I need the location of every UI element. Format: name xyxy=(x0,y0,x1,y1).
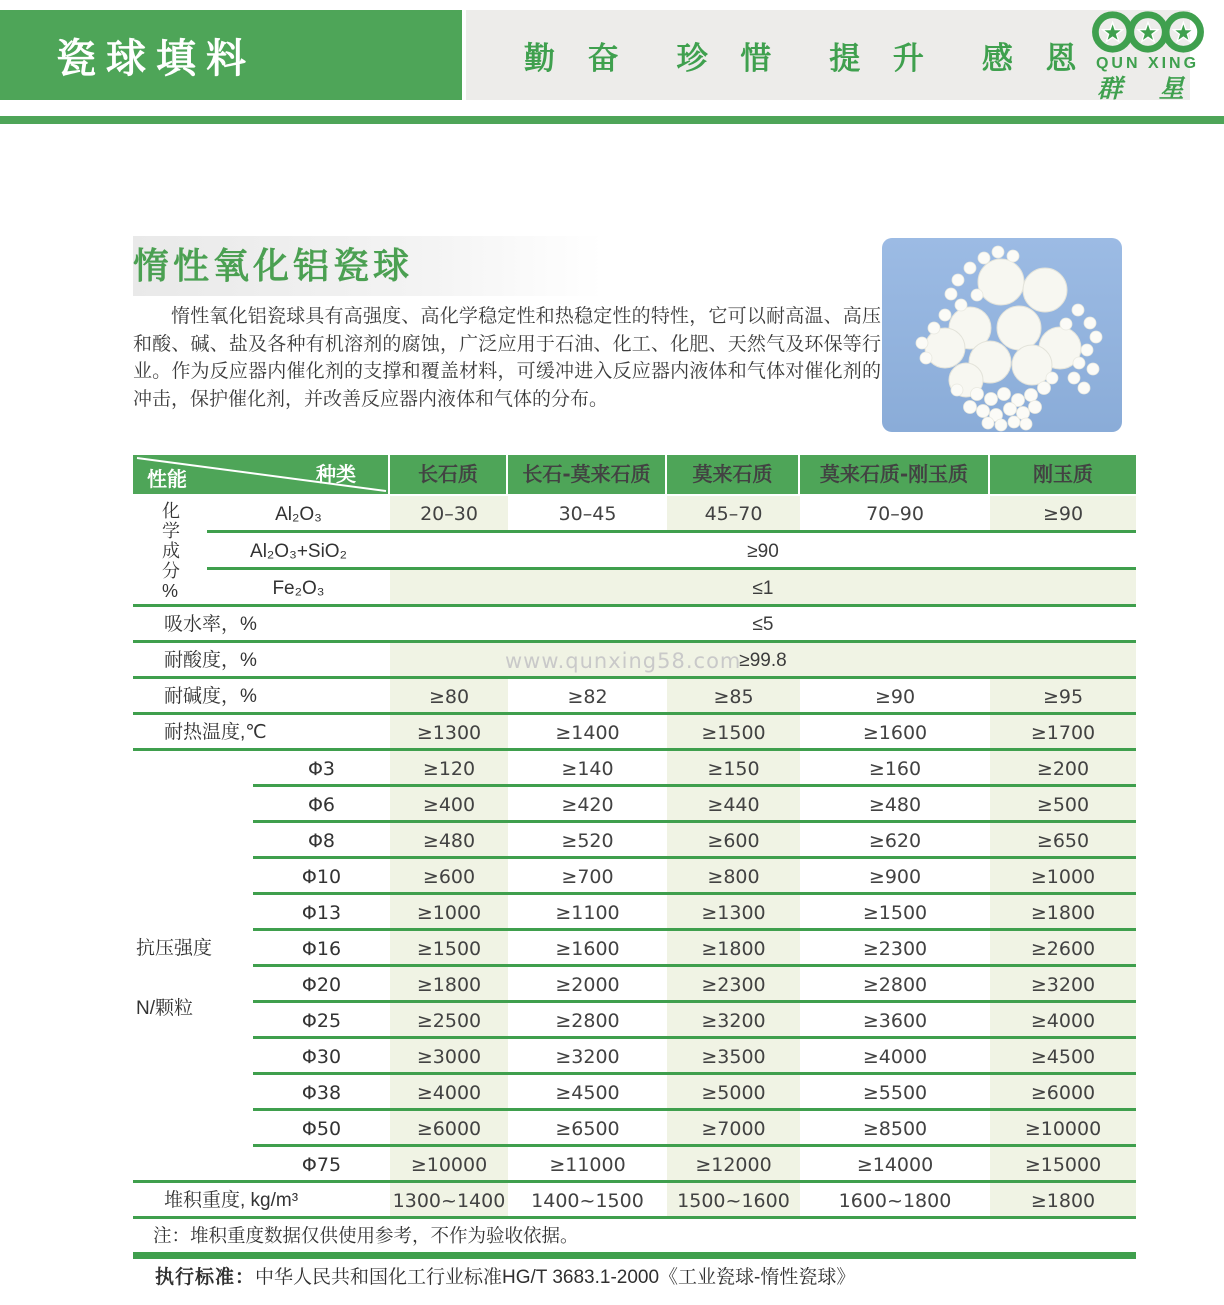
cell-value: ≥10000 xyxy=(390,1147,508,1183)
cell-value: 1300~1400 xyxy=(390,1183,508,1219)
cell-value: ≥600 xyxy=(390,859,508,895)
cell-value: ≥1600 xyxy=(862,722,928,744)
diameter-label: Φ50 xyxy=(301,1118,342,1140)
row-label: 耐热温度,℃ xyxy=(164,722,267,743)
cell-value: ≥80 xyxy=(390,679,508,715)
cell-value: ≥4500 xyxy=(990,1039,1136,1075)
strength-group-label: 抗压强度 xyxy=(136,938,213,959)
cell-value: 45–70 xyxy=(667,496,800,533)
cell-value: ≥200 xyxy=(990,751,1136,787)
row-label: Fe₂O₃ xyxy=(272,578,325,599)
cell-value: ≥1800 xyxy=(667,931,800,967)
cell-value: 1500~1600 xyxy=(667,1183,800,1219)
cell-value: ≥1300 xyxy=(390,715,508,751)
cell-value: ≥2800 xyxy=(862,974,928,996)
diameter-label: Φ75 xyxy=(301,1154,342,1176)
cell-value: ≥3200 xyxy=(990,967,1136,1003)
cell-value: ≥150 xyxy=(667,751,800,787)
table-row-strength xyxy=(133,751,1136,787)
cell-value: 70–90 xyxy=(866,503,924,525)
executive-standard xyxy=(155,1262,855,1289)
header-green-band xyxy=(0,10,462,100)
cell-value: ≥1400 xyxy=(555,722,620,744)
cell-value: ≥6000 xyxy=(390,1111,508,1147)
cell-value: ≥2300 xyxy=(862,938,928,960)
cell-value: ≥90 xyxy=(990,496,1136,533)
diameter-label: Φ10 xyxy=(301,866,342,888)
ceramic-balls-image xyxy=(882,238,1122,432)
logo-text-en: QUN XING xyxy=(1095,54,1200,72)
cell-value: ≥4500 xyxy=(555,1082,620,1104)
cell-value: ≥900 xyxy=(868,866,922,888)
cell-value: ≥120 xyxy=(390,751,508,787)
cell-value: ≥1800 xyxy=(390,967,508,1003)
diameter-label: Φ25 xyxy=(301,1010,342,1032)
chemical-group-label: 化学成分% xyxy=(160,500,180,603)
table-note-row xyxy=(133,1219,1136,1252)
cell-value: ≥2000 xyxy=(555,974,620,996)
table-row-water-absorption xyxy=(133,607,1136,643)
row-label: 耐酸度，% xyxy=(164,650,257,671)
table-row-strength xyxy=(133,1075,1136,1111)
diameter-label: Φ20 xyxy=(301,974,342,996)
row-label: 吸水率，% xyxy=(164,614,257,635)
row-label: 堆积重度, kg/m³ xyxy=(164,1190,299,1211)
company-slogan xyxy=(466,33,1089,78)
cell-value: ≥14000 xyxy=(856,1154,934,1176)
slogan-word-1: 勤 奋 xyxy=(524,40,631,76)
table-corner-cell xyxy=(133,455,390,494)
diameter-label: Φ30 xyxy=(301,1046,342,1068)
cell-value: ≥1500 xyxy=(390,931,508,967)
header-divider-rule xyxy=(0,116,1224,124)
cell-value: 1600~1800 xyxy=(838,1190,952,1212)
cell-value: ≥2500 xyxy=(390,1003,508,1039)
header-gray-band xyxy=(466,10,1200,103)
table-row-al2o3 xyxy=(133,496,1136,533)
cell-value: ≥480 xyxy=(868,794,922,816)
cell-value: ≥3200 xyxy=(555,1046,620,1068)
cell-value: ≥2800 xyxy=(555,1010,620,1032)
cell-value: ≥5500 xyxy=(862,1082,928,1104)
cell-value: ≥1600 xyxy=(555,938,620,960)
cell-value: ≥95 xyxy=(990,679,1136,715)
table-row-strength xyxy=(133,1111,1136,1147)
cell-value: ≥90 xyxy=(874,686,916,708)
corner-label-property: 性能 xyxy=(147,469,187,491)
cell-value: ≥500 xyxy=(990,787,1136,823)
corner-label-type: 种类 xyxy=(316,464,356,486)
diameter-label: Φ8 xyxy=(307,830,336,852)
cell-value: ≥6000 xyxy=(990,1075,1136,1111)
table-row-al2o3-sio2 xyxy=(133,533,1136,570)
slogan-word-4: 感 恩 xyxy=(981,40,1089,76)
product-photo xyxy=(882,238,1122,432)
standard-label: 执行标准： xyxy=(155,1267,256,1288)
cell-value: ≥400 xyxy=(390,787,508,823)
table-row-fe2o3 xyxy=(133,570,1136,607)
cell-value: ≥2300 xyxy=(667,967,800,1003)
table-row-acid-resistance xyxy=(133,643,1136,679)
cell-merged-value: ≥99.8 xyxy=(390,643,1136,679)
cell-value: ≥2600 xyxy=(990,931,1136,967)
page-title: 瓷球填料 xyxy=(56,36,256,81)
table-row-heat-resistance xyxy=(133,715,1136,751)
table-row-strength xyxy=(133,967,1136,1003)
table-row-strength xyxy=(133,859,1136,895)
company-logo xyxy=(1089,10,1207,101)
cell-value: ≥3200 xyxy=(667,1003,800,1039)
cell-value: ≥1100 xyxy=(555,902,620,924)
row-label: 耐碱度，% xyxy=(164,686,257,707)
table-row-strength xyxy=(133,787,1136,823)
cell-merged-value: ≤1 xyxy=(390,570,1136,607)
cell-value: ≥1800 xyxy=(990,895,1136,931)
cell-value: ≥82 xyxy=(567,686,608,708)
table-row-strength xyxy=(133,1003,1136,1039)
table-row-strength xyxy=(133,823,1136,859)
cell-value: 30–45 xyxy=(558,503,617,525)
cell-value: ≥650 xyxy=(990,823,1136,859)
strength-rows xyxy=(133,751,1136,1183)
cell-value: 20–30 xyxy=(390,496,508,533)
cell-value: ≥3600 xyxy=(862,1010,928,1032)
three-rings-stars-icon xyxy=(1089,10,1207,54)
column-header-feldspar: 长石质 xyxy=(390,455,508,494)
cell-merged-value: ≤5 xyxy=(752,614,774,635)
cell-value: ≥15000 xyxy=(990,1147,1136,1183)
table-row-strength xyxy=(133,931,1136,967)
slogan-word-3: 提 升 xyxy=(829,40,936,76)
cell-value: ≥3500 xyxy=(667,1039,800,1075)
cell-value: ≥1700 xyxy=(990,715,1136,751)
cell-value: ≥480 xyxy=(390,823,508,859)
row-label: Al₂O₃+SiO₂ xyxy=(250,541,347,562)
section-title: 惰性氧化铝瓷球 xyxy=(133,236,603,296)
site-watermark: www.qunxing58.com xyxy=(505,649,742,673)
cell-value: ≥1000 xyxy=(990,859,1136,895)
cell-value: ≥520 xyxy=(561,830,614,852)
column-header-mullite-corundum: 莫来石质-刚玉质 xyxy=(800,455,990,494)
cell-value: ≥160 xyxy=(868,758,922,780)
note-text: 注：堆积重度数据仅供使用参考，不作为验收依据。 xyxy=(153,1225,579,1246)
column-header-corundum: 刚玉质 xyxy=(1033,462,1093,486)
cell-value: ≥4000 xyxy=(390,1075,508,1111)
cell-value: ≥11000 xyxy=(549,1154,626,1176)
compressive-strength-group xyxy=(133,751,1136,1183)
cell-value: ≥1000 xyxy=(390,895,508,931)
diameter-label: Φ6 xyxy=(307,794,336,816)
slogan-word-2: 珍 惜 xyxy=(676,40,784,76)
diameter-label: Φ13 xyxy=(301,902,342,924)
cell-value: ≥620 xyxy=(868,830,922,852)
cell-value: ≥600 xyxy=(667,823,800,859)
cell-merged-value: ≥90 xyxy=(747,541,779,562)
cell-value: ≥4000 xyxy=(862,1046,928,1068)
table-row-strength xyxy=(133,895,1136,931)
cell-value: ≥140 xyxy=(561,758,614,780)
cell-value: ≥1500 xyxy=(862,902,928,924)
cell-value: ≥7000 xyxy=(667,1111,800,1147)
cell-value: ≥3000 xyxy=(390,1039,508,1075)
table-row-alkali-resistance xyxy=(133,679,1136,715)
column-header-mullite: 莫来石质 xyxy=(667,455,800,494)
diameter-label: Φ16 xyxy=(301,938,342,960)
cell-value: ≥1500 xyxy=(667,715,800,751)
diameter-label: Φ38 xyxy=(301,1082,342,1104)
cell-value: ≥700 xyxy=(561,866,614,888)
table-row-strength xyxy=(133,1147,1136,1183)
cell-value: ≥85 xyxy=(667,679,800,715)
logo-text-cn: 群 星 xyxy=(1097,73,1198,103)
standard-text: 中华人民共和国化工行业标准HG/T 3683.1-2000《工业瓷球-惰性瓷球》 xyxy=(255,1267,856,1288)
cell-value: ≥12000 xyxy=(667,1147,800,1183)
cell-value: ≥1800 xyxy=(990,1183,1136,1219)
chemical-composition-group xyxy=(133,496,1136,607)
cell-value: 1400~1500 xyxy=(531,1190,644,1212)
table-row-strength xyxy=(133,1039,1136,1075)
cell-value: ≥1300 xyxy=(667,895,800,931)
cell-value: ≥420 xyxy=(561,794,614,816)
table-bottom-bar xyxy=(133,1252,1136,1259)
diameter-label: Φ3 xyxy=(307,758,336,780)
cell-value: ≥800 xyxy=(667,859,800,895)
row-label: Al₂O₃ xyxy=(275,504,322,525)
cell-value: ≥440 xyxy=(667,787,800,823)
cell-value: ≥8500 xyxy=(862,1118,928,1140)
cell-value: ≥6500 xyxy=(555,1118,620,1140)
column-header-feldspar-mullite: 长石-莫来石质 xyxy=(508,455,667,494)
table-header-row xyxy=(133,455,1136,496)
strength-group-unit: N/颗粒 xyxy=(136,998,194,1019)
product-description: 惰性氧化铝瓷球具有高强度、高化学稳定性和热稳定性的特性，它可以耐高温、高压和酸、碱、盐及各种有机溶剂的腐蚀，广泛应用于石油、化工、化肥、天然气及环保等行业。作为反应器内催化剂的支撑和覆盖材料，可缓冲进入反应器内液体和气体对催化剂的冲击，保护催化剂，并改善反应器内液体和气体的分布。 xyxy=(133,306,881,410)
cell-value: ≥10000 xyxy=(990,1111,1136,1147)
table-row-bulk-density xyxy=(133,1183,1136,1219)
cell-value: ≥4000 xyxy=(990,1003,1136,1039)
spec-table xyxy=(133,455,1136,1259)
cell-value: ≥5000 xyxy=(667,1075,800,1111)
